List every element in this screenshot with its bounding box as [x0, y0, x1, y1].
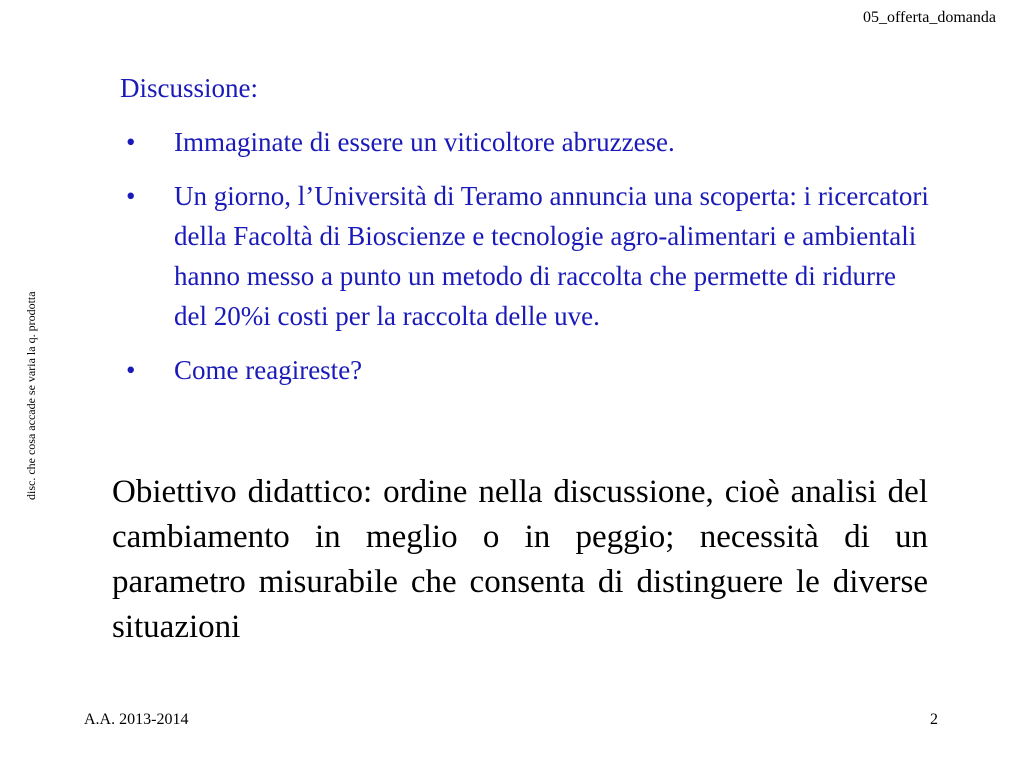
- objective-paragraph: Obiettivo didattico: ordine nella discussione, cioè analisi del cambiamento in meglio o in peggio; necessità di un parametro misurabile che consenta di distinguere le diverse situazioni: [112, 474, 928, 645]
- side-note: disc. che cosa accade se varia la q. prodotta: [24, 291, 38, 500]
- bullet-symbol: •: [126, 181, 136, 211]
- bullet-symbol: •: [126, 127, 136, 157]
- discussion-block: [120, 68, 940, 390]
- footer-page-number: 2: [930, 711, 938, 728]
- bullet-symbol: •: [126, 355, 136, 385]
- bullet-text: Un giorno, l’Università di Teramo annuncia una scoperta: i ricercatori della Facoltà di Bioscienze e tecnologie agro-alimentari e ambientali hanno messo a punto un metodo di raccolta che permette di ridurre del 20%i costi per la raccolta delle uve.: [174, 181, 929, 331]
- bullet-item: [120, 176, 934, 336]
- bullet-item: [120, 122, 934, 162]
- discussion-heading: Discussione:: [120, 73, 258, 103]
- slide-file-label: 05_offerta_domanda: [863, 9, 996, 26]
- footer-academic-year: A.A. 2013-2014: [84, 711, 189, 728]
- bullet-text: Come reagireste?: [174, 355, 363, 385]
- bullet-text: Immaginate di essere un viticoltore abruzzese.: [174, 127, 675, 157]
- bullet-item: [120, 350, 934, 390]
